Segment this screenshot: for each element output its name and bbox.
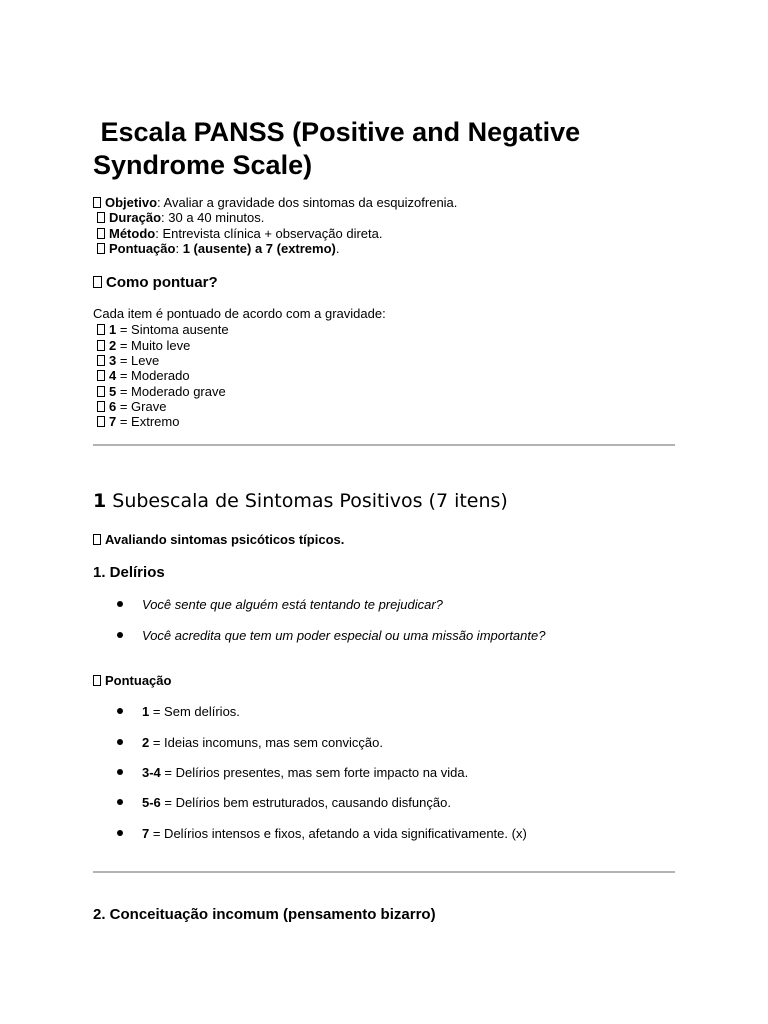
score-heading-text: Pontuação (105, 673, 172, 688)
meta-label: Duração (109, 210, 162, 225)
scale-num: 6 (109, 399, 117, 414)
scale-desc: = Leve (116, 353, 160, 368)
item-heading-unusual-thought: 2. Conceituação incomum (pensamento bizarro) (93, 906, 436, 923)
bullet-icon (117, 830, 123, 836)
list-item (117, 628, 545, 644)
how-to-score-intro: Cada item é pontuado de acordo com a gravidade: (93, 306, 386, 321)
question-text: Você acredita que tem um poder especial ou uma missão importante? (142, 628, 546, 643)
meta-scoring (97, 241, 340, 257)
scale-desc: = Moderado grave (116, 384, 226, 399)
checkbox-glyph-icon (97, 386, 105, 397)
score-num: 7 (142, 826, 150, 841)
list-item (117, 795, 451, 811)
score-num: 1 (142, 704, 150, 719)
score-desc: = Delírios intensos e fixos, afetando a vida significativamente. (x) (149, 826, 527, 841)
list-item (117, 735, 383, 751)
scale-desc: = Moderado (116, 368, 190, 383)
list-item (117, 704, 240, 720)
scale-num: 2 (109, 338, 117, 353)
scale-item (97, 384, 226, 400)
bullet-icon (117, 739, 123, 745)
list-item (117, 826, 527, 842)
question-text: Você sente que alguém está tentando te prejudicar? (142, 597, 443, 612)
meta-text: : 30 a 40 minutos. (161, 210, 265, 225)
checkbox-glyph-icon (97, 370, 105, 381)
checkbox-glyph-icon (93, 534, 101, 545)
item-heading-delusions: 1. Delírios (93, 564, 165, 581)
scale-num: 1 (109, 322, 117, 337)
meta-text: : Avaliar a gravidade dos sintomas da esquizofrenia. (157, 195, 458, 210)
scale-desc: = Extremo (116, 414, 180, 429)
checkbox-glyph-icon (97, 243, 105, 254)
horizontal-divider (93, 871, 675, 873)
scale-desc: = Sintoma ausente (116, 322, 229, 337)
meta-label: Objetivo (105, 195, 158, 210)
checkbox-glyph-icon (97, 212, 105, 223)
meta-suffix: . (335, 241, 340, 256)
scale-num: 7 (109, 414, 117, 429)
score-desc: = Sem delírios. (149, 704, 240, 719)
horizontal-divider (93, 444, 675, 446)
scale-item (97, 322, 229, 338)
checkbox-glyph-icon (97, 355, 105, 366)
checkbox-glyph-icon (97, 340, 105, 351)
score-desc: = Ideias incomuns, mas sem convicção. (149, 735, 383, 750)
score-num: 2 (142, 735, 150, 750)
meta-bold-value: 1 (ausente) a 7 (extremo) (182, 241, 336, 256)
checkbox-glyph-icon (93, 675, 101, 686)
checkbox-glyph-icon (93, 276, 102, 288)
scale-num: 4 (109, 368, 117, 383)
scale-desc: = Muito leve (116, 338, 191, 353)
list-item (117, 765, 468, 781)
subheading-text: Avaliando sintomas psicóticos típicos. (105, 532, 345, 547)
scale-item (97, 338, 190, 354)
scale-item (97, 399, 166, 415)
checkbox-glyph-icon (93, 197, 101, 208)
section-number: 1 (93, 490, 107, 512)
section-heading-text: Subescala de Sintomas Positivos (7 itens) (106, 490, 508, 512)
score-desc: = Delírios presentes, mas sem forte impacto na vida. (160, 765, 469, 780)
meta-text: : (175, 241, 183, 256)
bullet-icon (117, 799, 123, 805)
checkbox-glyph-icon (97, 228, 105, 239)
scale-desc: = Grave (116, 399, 167, 414)
page-title (93, 116, 693, 182)
how-to-score-heading (93, 274, 218, 291)
scale-item (97, 368, 190, 384)
scale-item (97, 353, 159, 369)
scale-num: 3 (109, 353, 117, 368)
meta-objective (93, 195, 457, 211)
checkbox-glyph-icon (97, 324, 105, 335)
bullet-icon (117, 769, 123, 775)
meta-text: : Entrevista clínica + observação direta. (155, 226, 383, 241)
scale-num: 5 (109, 384, 117, 399)
bullet-icon (117, 632, 123, 638)
score-desc: = Delírios bem estruturados, causando disfunção. (160, 795, 451, 810)
meta-label: Pontuação (109, 241, 176, 256)
meta-duration (97, 210, 264, 226)
checkbox-glyph-icon (97, 416, 105, 427)
positive-subscale-heading (93, 490, 508, 512)
page-title-text: Escala PANSS (Positive and Negative Syndrome Scale) (93, 117, 581, 180)
list-item (117, 597, 443, 613)
how-to-score-heading-text: Como pontuar? (106, 274, 218, 291)
meta-label: Método (109, 226, 156, 241)
score-heading (93, 673, 171, 689)
scale-item (97, 414, 179, 430)
score-num: 3-4 (142, 765, 161, 780)
meta-method (97, 226, 382, 242)
bullet-icon (117, 601, 123, 607)
score-num: 5-6 (142, 795, 161, 810)
bullet-icon (117, 708, 123, 714)
positive-subscale-subheading (93, 532, 344, 548)
checkbox-glyph-icon (97, 401, 105, 412)
